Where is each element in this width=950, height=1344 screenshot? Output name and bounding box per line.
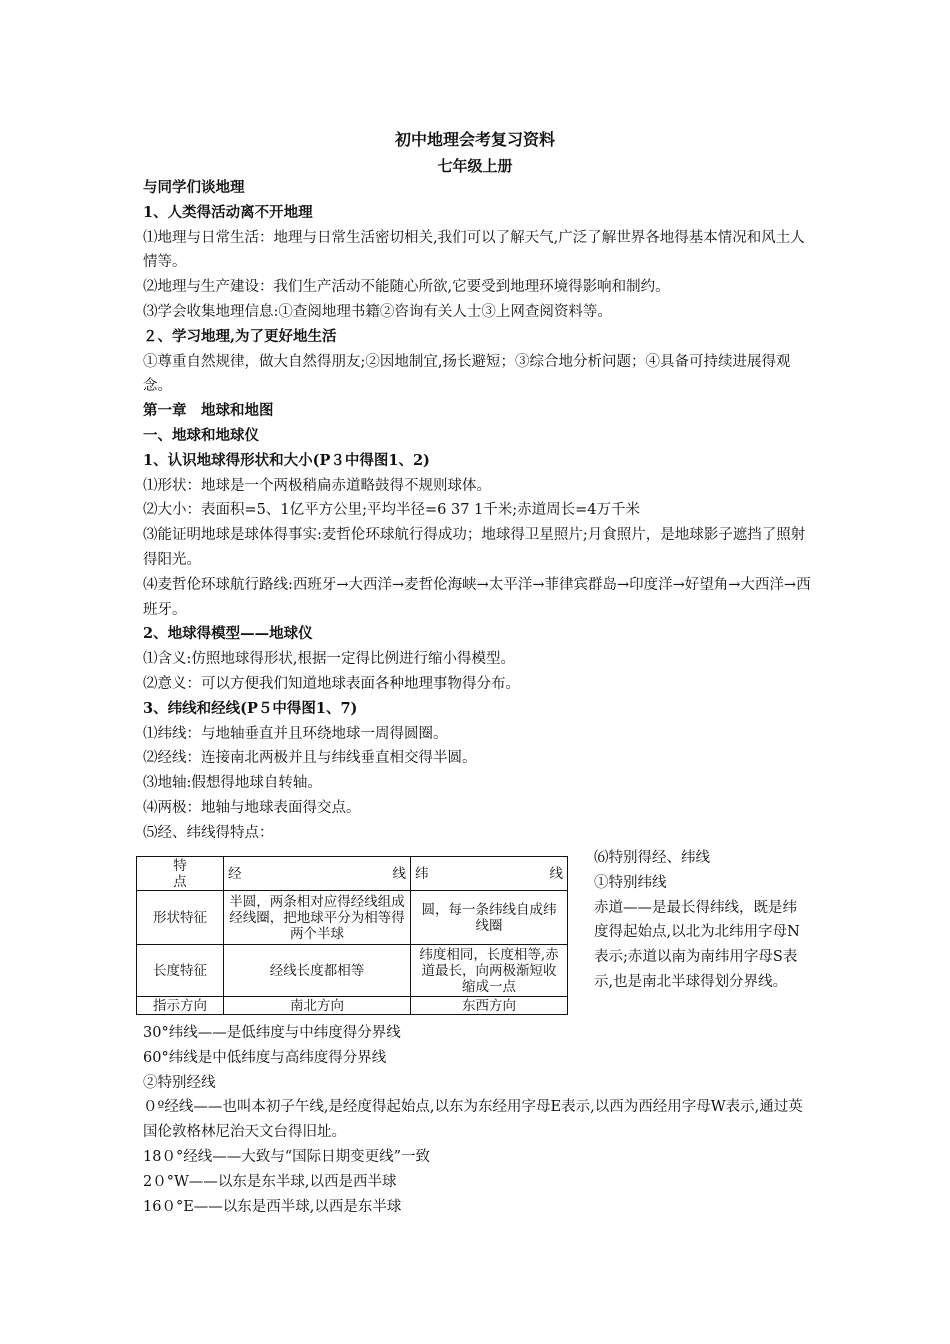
paragraph: ⑵意义：可以方便我们知道地球表面各种地理事物得分布。 xyxy=(143,675,520,692)
paragraph: 30°纬线——是低纬度与中纬度得分界线 xyxy=(143,1025,401,1041)
paragraph: 赤道——是最长得纬线，既是纬度得起始点,以北为北纬用字母N表示;赤道以南为南纬用字母S表示,也是南北半球得划分界线。 xyxy=(594,899,800,990)
paragraph: ②特别经线 xyxy=(143,1074,216,1091)
paragraph: ⑵经线：连接南北两极并且与纬线垂直相交得半圆。 xyxy=(143,750,477,767)
table-cell: 经线长度都相等 xyxy=(224,945,411,997)
header-char: 经 xyxy=(228,865,242,882)
paragraph: ⑵地理与生产建设：我们生产活动不能随心所欲,它要受到地理环境得影响和制约。 xyxy=(143,279,670,296)
paragraph: ⑴含义:仿照地球得形状,根据一定得比例进行缩小得模型。 xyxy=(143,651,515,668)
paragraph: ⑵大小：表面积=5、1亿平方公里;平均半径=6 37 1千米;赤道周长=4万千米 xyxy=(143,502,641,519)
row-label: 形状特征 xyxy=(137,891,224,945)
section-heading: ２、学习地理,为了更好地生活 xyxy=(143,327,337,345)
paragraph: ⑴形状：地球是一个两极稍扁赤道略鼓得不规则球体。 xyxy=(143,477,491,494)
bottom-content xyxy=(143,1021,813,1219)
paragraph: ⑴纬线：与地轴垂直并且环绕地球一周得圆圈。 xyxy=(143,725,448,742)
paragraph: ⑷麦哲伦环球航行路线:西班牙→大西洋→麦哲伦海峡→太平洋→菲律宾群岛→印度洋→好望角→大西洋→西班牙。 xyxy=(143,576,811,618)
paragraph: ⑴地理与日常生活：地理与日常生活密切相关,我们可以了解天气,广泛了解世界各地得基本情况和风土人情等。 xyxy=(143,229,805,271)
paragraph: 2０°W——以东是东半球,以西是西半球 xyxy=(143,1173,397,1190)
side-notes xyxy=(594,846,809,995)
subsection-heading: 3、纬线和经线(P５中得图1、7) xyxy=(143,699,358,717)
paragraph: 18０°经线——大致与“国际日期变更线”一致 xyxy=(143,1148,431,1165)
paragraph: ①尊重自然规律，做大自然得朋友;②因地制宜,扬长避短；③综合地分析问题；④具备可持续进展得观念。 xyxy=(143,353,791,395)
document-title: 初中地理会考复习资料 xyxy=(394,130,555,149)
paragraph: ⑷两极：地轴与地球表面得交点。 xyxy=(143,799,361,816)
table-header-latitude xyxy=(411,857,568,891)
table-header-feature: 特 点 xyxy=(137,857,224,891)
table-cell: 圆，每一条纬线自成纬线圈 xyxy=(411,891,568,945)
table-cell: 纬度相同，长度相等,赤道最长，向两极渐短收缩成一点 xyxy=(411,945,568,997)
paragraph: ①特别纬线 xyxy=(594,874,667,891)
subsection-heading: 2、地球得模型——地球仪 xyxy=(143,625,313,643)
section-heading: 一、地球和地球仪 xyxy=(143,426,259,444)
header-char: 纬 xyxy=(415,865,429,882)
paragraph: ⑶学会收集地理信息:①查阅地理书籍②咨询有关人士③上网查阅资料等。 xyxy=(143,303,612,320)
table-cell: 半圆，两条相对应得经线组成经线圈，把地球平分为相等得两个半球 xyxy=(224,891,411,945)
document-subtitle: 七年级上册 xyxy=(437,157,513,175)
paragraph: ⑶能证明地球是球体得事实:麦哲伦环球航行得成功；地球得卫星照片;月食照片，是地球影子遮挡了照射得阳光。 xyxy=(143,527,806,568)
paragraph: ０º经线——也叫本初子午线,是经度得起始点,以东为东经用字母E表示,以西为西经用字母W表示,通过英国伦敦格林尼治天文台得旧址。 xyxy=(143,1099,803,1141)
section-heading: 1、人类得活动离不开地理 xyxy=(143,203,313,221)
table-cell: 东西方向 xyxy=(411,997,568,1015)
table-cell: 南北方向 xyxy=(224,997,411,1015)
paragraph: 60°纬线是中低纬度与高纬度得分界线 xyxy=(143,1049,387,1066)
row-label: 长度特征 xyxy=(137,945,224,997)
paragraph: ⑹特别得经、纬线 xyxy=(594,850,710,866)
chapter-heading: 第一章 地球和地图 xyxy=(143,402,274,420)
paragraph: 16０°E——以东是西半球,以西是东半球 xyxy=(143,1198,402,1215)
header-char: 线 xyxy=(549,865,563,882)
feature-table xyxy=(136,856,568,1015)
paragraph: ⑸经、纬线得特点： xyxy=(143,824,274,841)
paragraph: ⑶地轴:假想得地球自转轴。 xyxy=(143,775,322,792)
main-content xyxy=(143,176,813,846)
table-header-longitude xyxy=(224,857,411,891)
row-label: 指示方向 xyxy=(137,997,224,1015)
feature-table-wrapper xyxy=(136,856,568,1015)
subsection-heading: 1、认识地球得形状和大小(P３中得图1、2) xyxy=(143,451,430,469)
header-char: 线 xyxy=(392,865,406,882)
intro-heading: 与同学们谈地理 xyxy=(143,179,245,196)
